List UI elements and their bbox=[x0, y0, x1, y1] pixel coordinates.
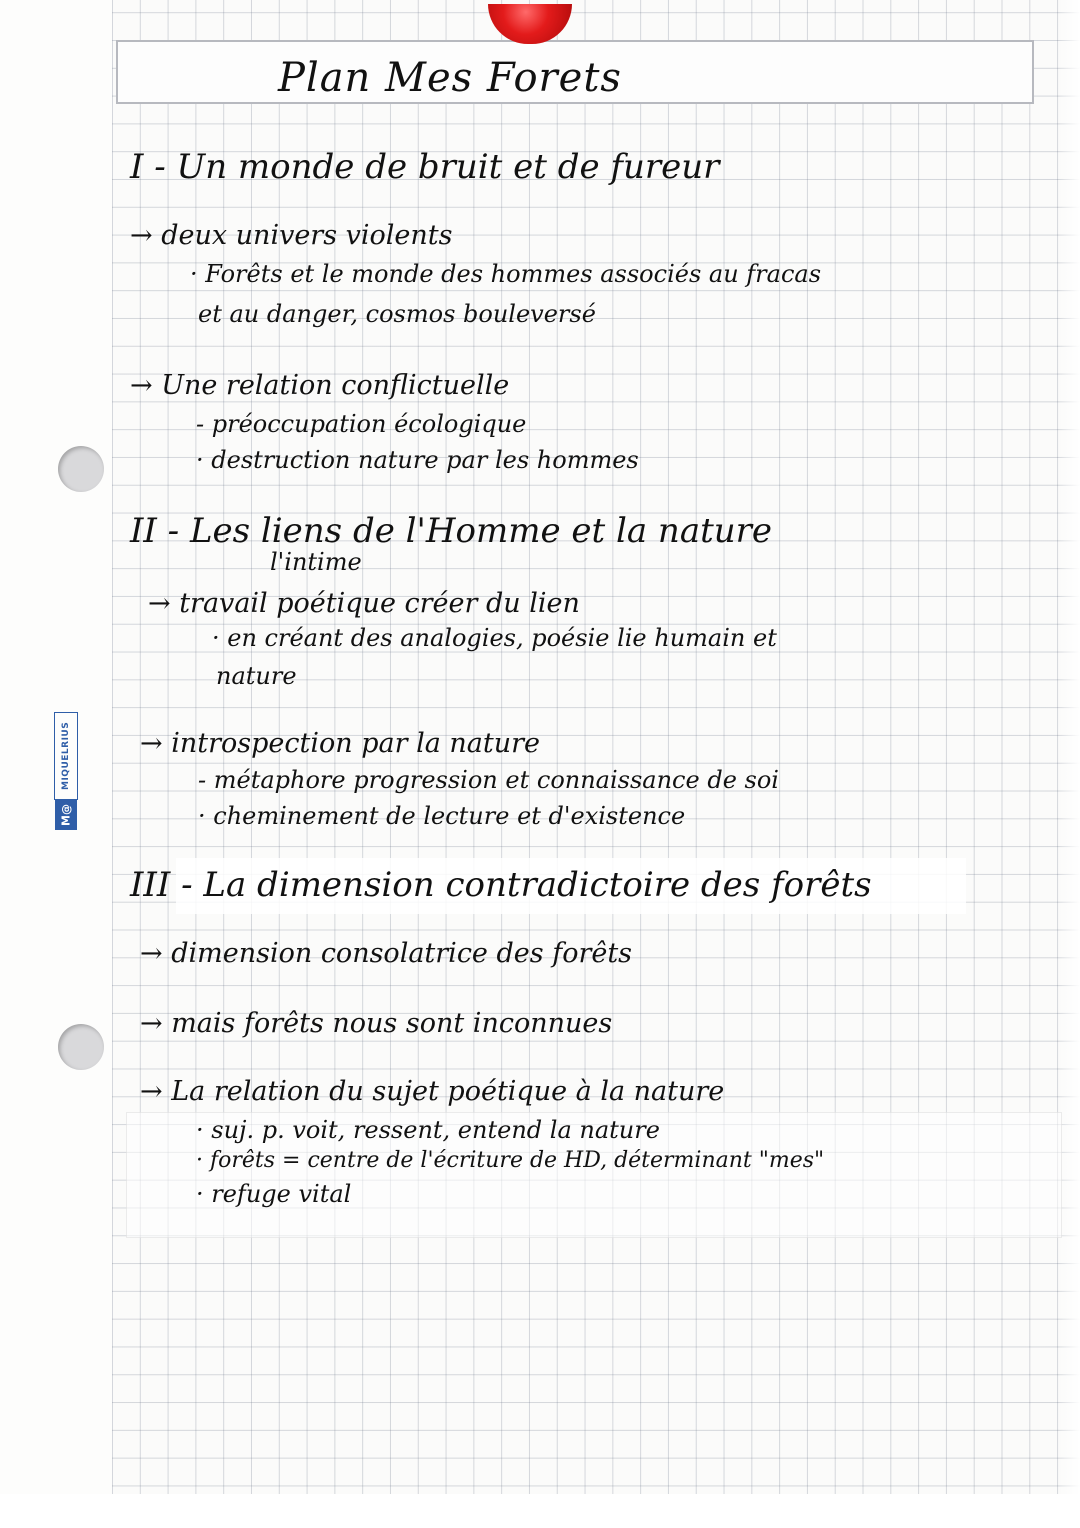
binder-hole-top bbox=[58, 446, 104, 492]
section-1-point-2: → Une relation conflictuelle bbox=[130, 370, 510, 401]
brand-label bbox=[54, 712, 78, 832]
brand-logo: M@ bbox=[55, 800, 77, 830]
binder-hole-bottom bbox=[58, 1024, 104, 1070]
section-1-point-1: → deux univers violents bbox=[130, 220, 453, 251]
section-3-heading: III - La dimension contradictoire des forêts bbox=[130, 865, 872, 905]
section-2-point-1: → travail poétique créer du lien bbox=[148, 588, 580, 619]
section-2-point-1-line-1: · en créant des analogies, poésie lie humain et bbox=[212, 624, 777, 652]
section-2-subtitle: l'intime bbox=[270, 548, 362, 576]
section-2-point-2-line-2: · cheminement de lecture et d'existence bbox=[198, 802, 686, 830]
page-bottom-edge bbox=[0, 1494, 1080, 1528]
section-1-point-2-line-2: · destruction nature par les hommes bbox=[196, 446, 639, 474]
brand-name: MIQUELRIUS bbox=[54, 712, 78, 800]
section-3-point-1: → dimension consolatrice des forêts bbox=[140, 938, 633, 969]
section-1-point-1-line-1: · Forêts et le monde des hommes associés au fracas bbox=[190, 260, 822, 288]
section-3-point-3-line-1: · suj. p. voit, ressent, entend la nature bbox=[196, 1116, 660, 1144]
section-2-point-2: → introspection par la nature bbox=[140, 728, 540, 759]
section-3-point-3-line-2: · forêts = centre de l'écriture de HD, déterminant "mes" bbox=[196, 1148, 825, 1173]
section-3-point-3-line-3: · refuge vital bbox=[196, 1180, 352, 1208]
section-3-point-3: → La relation du sujet poétique à la nature bbox=[140, 1076, 725, 1107]
section-3-point-2: → mais forêts nous sont inconnues bbox=[140, 1008, 613, 1039]
section-2-point-2-line-1: - métaphore progression et connaissance de soi bbox=[198, 766, 779, 794]
section-1-point-2-line-1: - préoccupation écologique bbox=[196, 410, 527, 438]
section-2-point-1-line-2: nature bbox=[216, 662, 297, 690]
section-1-heading: I - Un monde de bruit et de fureur bbox=[130, 147, 720, 187]
section-1-point-1-line-2: et au danger, cosmos bouleversé bbox=[198, 300, 596, 328]
section-2-heading: II - Les liens de l'Homme et la nature bbox=[130, 511, 773, 551]
page-title: Plan Mes Forets bbox=[278, 55, 622, 101]
